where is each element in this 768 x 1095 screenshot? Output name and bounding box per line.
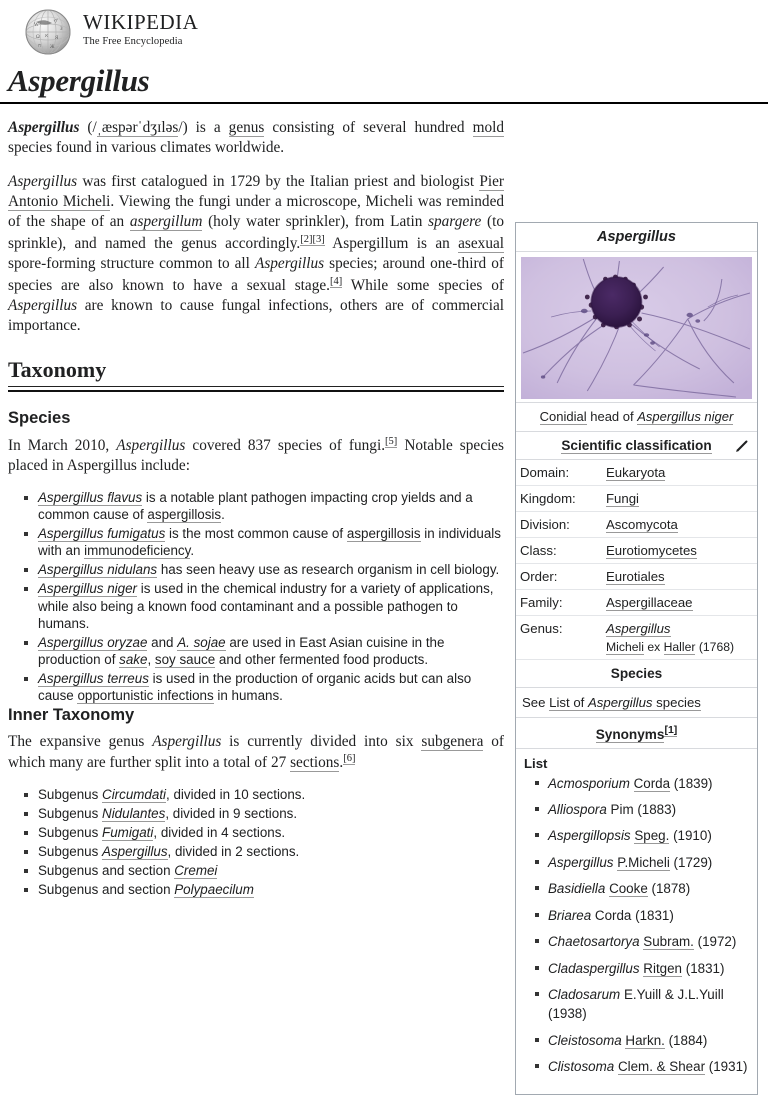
species-link[interactable]: Aspergillus flavus — [38, 490, 143, 506]
content-area — [0, 104, 768, 1075]
synonym-authority: E.Yuill & J.L.Yuill — [623, 987, 724, 1003]
subsection-heading-inner-taxonomy: Inner Taxonomy — [8, 705, 135, 724]
item-text: and — [147, 634, 178, 650]
wikipedia-tagline: The Free Encyclopedia — [83, 36, 183, 47]
item-suffix: , divided in 10 sections. — [166, 787, 306, 803]
synonyms-list-label: List — [524, 755, 548, 771]
history-text-9: are known to cause fungal infections, others are of commercial importance. — [8, 296, 504, 335]
infobox-title: Aspergillus — [516, 223, 757, 252]
species-link[interactable]: Aspergillus oryzae — [38, 634, 148, 650]
item-text-3: , — [147, 651, 155, 667]
rank-value: Eurotiomycetes — [602, 538, 757, 564]
reference-6[interactable]: [6] — [343, 752, 356, 764]
list-item — [38, 786, 504, 803]
list-item — [38, 525, 504, 559]
genus-link[interactable]: Aspergillus — [606, 621, 671, 636]
list-item — [548, 800, 749, 819]
item-text-end: . — [190, 543, 195, 559]
aspergillum-link[interactable]: aspergillum — [129, 213, 203, 231]
list-item — [38, 670, 504, 704]
svg-text:З: З — [60, 27, 63, 32]
synonym-year: (1878) — [647, 881, 691, 897]
synonym-year: (1972) — [693, 934, 737, 950]
history-paragraph — [8, 172, 504, 337]
rank-value: Aspergillaceae — [602, 590, 757, 616]
authority-year: (1768) — [695, 640, 735, 654]
history-text-2: . Viewing the fungi under a microscope, Micheli was reminded of the shape of an — [8, 193, 505, 231]
species-link[interactable]: Aspergillus nidulans — [38, 562, 158, 578]
wikipedia-wordmark — [83, 6, 198, 47]
reference-4[interactable]: [4] — [329, 275, 343, 287]
inner-text-2: is currently divided into six — [221, 732, 422, 750]
svg-text:Я: Я — [55, 36, 59, 41]
page-title: Aspergillus — [8, 63, 150, 98]
item-text: is used in the chemical industry for a variety of applications, while also being a known food contaminant and a possible pathogen to humans. — [38, 581, 494, 631]
pronunciation: (/ˌæspərˈdʒɪləs/) — [87, 119, 188, 136]
aspergillosis-link[interactable]: aspergillosis — [147, 507, 222, 523]
synonyms-list-container — [516, 749, 757, 1094]
classification-table — [516, 460, 757, 660]
species-list — [8, 489, 504, 703]
see-text: See — [522, 695, 550, 710]
rank-label: Order: — [516, 564, 602, 590]
history-text-7: species; around one-third of species are also known to have a sexual stage. — [8, 255, 504, 294]
species-intro-2: covered 837 species of fungi. — [185, 436, 386, 454]
list-item — [38, 843, 504, 860]
synonym-year: (1938) — [548, 1006, 587, 1022]
subgenus-link[interactable]: Polypaecilum — [174, 882, 254, 898]
lead-text-2: consisting of several hundred — [264, 119, 473, 136]
reference-3[interactable]: [3] — [312, 233, 325, 245]
synonyms-list — [524, 774, 749, 1077]
table-row — [516, 538, 757, 564]
list-item — [548, 1031, 749, 1050]
synonym-name: Cladosarum — [548, 987, 621, 1003]
micheli-link[interactable]: Pier Antonio Micheli — [8, 172, 504, 211]
rank-value: Eukaryota — [602, 460, 757, 486]
taxobox — [515, 222, 758, 1095]
authority-sep: ex — [643, 640, 664, 654]
synonym-name: Briarea — [548, 907, 592, 923]
synonym-name: Clistosoma — [548, 1059, 615, 1075]
item-text-end: . — [221, 507, 225, 523]
reference-1[interactable]: [1] — [664, 724, 678, 736]
history-text-5: Aspergillum is an — [324, 234, 459, 252]
synonym-name: Basidiella — [548, 881, 606, 897]
item-text-end: and other fermented food products. — [215, 651, 429, 667]
item-text: has seen heavy use as research organism in cell biology. — [157, 562, 500, 578]
taxonomy-divider — [8, 386, 504, 392]
rank-label: Class: — [516, 538, 602, 564]
history-text-4: (to sprinkle), and named the genus accordingly. — [8, 213, 504, 252]
item-prefix: Subgenus and section — [38, 863, 175, 879]
rank-value: Ascomycota — [602, 512, 757, 538]
item-text-2: are used in East Asian cuisine in the production of — [38, 634, 445, 667]
table-row — [516, 460, 757, 486]
species-intro-3: Notable species placed in Aspergillus include: — [8, 436, 504, 475]
list-item — [548, 774, 749, 793]
history-text-8: While some species of — [342, 276, 504, 294]
synonym-authority[interactable]: Cooke — [609, 881, 648, 897]
spargere-italic: spargere — [428, 213, 482, 231]
wikipedia-wordmark-text: WIKIPEDIA — [83, 10, 199, 34]
section-heading-taxonomy: Taxonomy — [8, 356, 107, 382]
classification-label[interactable]: Scientific classification — [561, 438, 712, 453]
lead-text-1: is a — [187, 119, 229, 136]
synonym-year: (1910) — [669, 828, 712, 844]
synonym-year: (1831) — [631, 907, 674, 923]
opportunistic-infections-link[interactable]: opportunistic infections — [77, 687, 214, 703]
list-item — [38, 824, 504, 841]
genus-italic-2: Aspergillus — [254, 255, 325, 273]
svg-text:ח: ח — [38, 44, 41, 49]
mold-link[interactable]: mold — [472, 119, 505, 136]
infobox-image-container[interactable] — [516, 252, 757, 403]
subsection-heading-species: Species — [8, 408, 71, 427]
history-text-6: spore-forming structure common to all — [8, 255, 255, 273]
immunodeficiency-link[interactable]: immunodeficiency — [84, 543, 191, 559]
rank-value: Eurotiales — [602, 564, 757, 590]
reference-5[interactable]: [5] — [385, 435, 398, 447]
synonym-authority[interactable]: Harkn. — [625, 1032, 665, 1048]
inner-text-1: The expansive genus — [8, 732, 153, 750]
subgenus-link[interactable]: Cremei — [174, 863, 218, 879]
genus-italic-1: Aspergillus — [8, 172, 78, 190]
item-prefix: Subgenus and section — [38, 882, 175, 898]
genus-italic-3: Aspergillus — [8, 296, 78, 314]
synonym-authority[interactable]: Ritgen — [643, 960, 683, 976]
list-item — [548, 906, 749, 925]
svg-text:W: W — [34, 23, 39, 28]
item-prefix: Subgenus — [38, 844, 103, 860]
item-text: is the most common cause of — [165, 526, 347, 542]
synonym-authority[interactable]: P.Micheli — [617, 854, 670, 870]
inner-italic: Aspergillus — [152, 732, 222, 750]
synonym-year: (1831) — [682, 960, 725, 976]
genus-link[interactable]: genus — [228, 119, 265, 136]
synonym-name: Aspergillus — [548, 854, 614, 870]
list-item — [548, 853, 749, 872]
table-row — [516, 564, 757, 590]
conidial-link[interactable]: Conidial — [539, 409, 587, 424]
list-item — [38, 489, 504, 523]
svg-text:Ω: Ω — [36, 35, 40, 40]
item-suffix: , divided in 9 sections. — [165, 806, 298, 822]
rank-label: Family: — [516, 590, 602, 616]
item-text: is used in the production of organic acids but can also cause — [38, 670, 472, 703]
wikipedia-globe-icon[interactable] — [22, 6, 74, 58]
genus-authority — [606, 640, 753, 654]
item-suffix: , divided in 2 sections. — [167, 844, 300, 860]
lead-text-3: species found in various climates worldwide. — [8, 139, 285, 157]
list-item — [38, 805, 504, 822]
list-item — [548, 826, 749, 845]
synonym-authority[interactable]: Clem. & Shear — [617, 1059, 706, 1075]
list-item — [548, 959, 749, 978]
history-text-3: (holy water sprinkler), from Latin — [202, 213, 429, 231]
item-prefix: Subgenus — [38, 806, 103, 822]
svg-text:Ж: Ж — [50, 45, 55, 50]
species-band-header: Species — [516, 660, 757, 688]
subgenus-link[interactable]: Fumigati — [102, 825, 154, 841]
inner-taxonomy-intro — [8, 732, 504, 774]
item-prefix: Subgenus — [38, 825, 103, 841]
sake-link[interactable]: sake — [119, 651, 148, 667]
synonym-authority[interactable]: Subram. — [643, 934, 694, 950]
subgenera-link[interactable]: subgenera — [421, 732, 484, 750]
genus-value — [602, 616, 757, 660]
list-item — [38, 580, 504, 631]
haller-authority-link[interactable]: Haller — [663, 640, 696, 654]
aspergillosis-link[interactable]: aspergillosis — [346, 526, 421, 542]
conidial-head-micrograph[interactable] — [521, 257, 752, 399]
item-suffix: , divided in 4 sections. — [153, 825, 286, 841]
list-item — [548, 985, 749, 1024]
infobox-caption — [516, 403, 757, 432]
scientific-classification-header — [516, 432, 757, 460]
synonyms-label[interactable]: Synonyms — [595, 726, 665, 742]
lead-term: Aspergillus — [8, 119, 80, 136]
species-link[interactable]: Aspergillus fumigatus — [38, 526, 166, 542]
synonym-year: (1839) — [670, 775, 713, 791]
table-row — [516, 512, 757, 538]
site-header — [0, 0, 768, 58]
synonyms-band-header — [516, 718, 757, 749]
list-item — [38, 881, 504, 898]
article-body — [8, 118, 504, 898]
species-link-2[interactable]: A. sojae — [177, 634, 226, 650]
synonym-name: Alliospora — [548, 801, 607, 817]
soy-sauce-link[interactable]: soy sauce — [154, 651, 216, 667]
rank-label: Division: — [516, 512, 602, 538]
synonym-year: (1883) — [633, 801, 677, 817]
subgenus-link[interactable]: Aspergillus — [102, 844, 168, 860]
subgenus-link[interactable]: Circumdati — [102, 787, 167, 803]
micheli-authority-link[interactable]: Micheli — [606, 640, 644, 654]
lead-paragraph — [8, 118, 504, 159]
synonym-authority[interactable]: Corda — [633, 775, 671, 791]
species-intro — [8, 435, 504, 477]
species-link[interactable]: Aspergillus niger — [38, 581, 137, 597]
asexual-link[interactable]: asexual — [458, 234, 505, 252]
caption-text: head of — [586, 409, 638, 424]
synonym-name: Aspergillopsis — [548, 828, 631, 844]
sections-link[interactable]: sections — [290, 754, 340, 772]
species-link[interactable]: Aspergillus terreus — [38, 670, 149, 686]
synonym-year: (1884) — [664, 1032, 708, 1048]
inner-text-3: of which many are further split into a total of 27 — [8, 732, 504, 772]
svg-text:א: א — [45, 34, 49, 39]
list-item — [548, 1057, 749, 1076]
species-intro-italic: Aspergillus — [116, 436, 186, 454]
subgenera-list — [8, 786, 504, 898]
synonym-year: (1931) — [705, 1059, 748, 1075]
synonym-authority: Corda — [594, 907, 632, 923]
pencil-edit-icon[interactable] — [735, 439, 749, 453]
history-text-1: was first catalogued in 1729 by the Italian priest and biologist — [77, 172, 480, 190]
item-prefix: Subgenus — [38, 787, 103, 803]
item-text-2: in individuals with an — [38, 526, 501, 559]
table-row-genus — [516, 616, 757, 660]
rank-label: Domain: — [516, 460, 602, 486]
synonym-year: (1729) — [669, 854, 713, 870]
synonym-name: Chaetosartorya — [548, 934, 640, 950]
list-of-species-link[interactable]: List of Aspergillus species — [549, 695, 701, 710]
list-item — [548, 932, 749, 951]
synonym-authority[interactable]: Speg. — [634, 828, 670, 844]
synonym-name: Cladaspergillus — [548, 960, 640, 976]
table-row — [516, 590, 757, 616]
svg-text:ヴ: ヴ — [53, 20, 59, 25]
species-see-row — [516, 688, 757, 718]
rank-label: Kingdom: — [516, 486, 602, 512]
ipa-link[interactable]: ˌæspərˈdʒɪləs — [96, 119, 179, 136]
list-item — [38, 561, 504, 578]
reference-2[interactable]: [2] — [300, 233, 313, 245]
list-item — [38, 862, 504, 879]
inner-text-4: . — [339, 754, 344, 772]
synonym-name: Cleistosoma — [548, 1032, 622, 1048]
item-text-end: in humans. — [213, 687, 283, 703]
item-text: is a notable plant pathogen impacting crop yields and a common cause of — [38, 490, 473, 523]
genus-label: Genus: — [516, 616, 602, 660]
list-item — [38, 634, 504, 668]
list-item — [548, 879, 749, 898]
rank-value: Fungi — [602, 486, 757, 512]
aspergillus-niger-link[interactable]: Aspergillus niger — [637, 409, 734, 424]
table-row — [516, 486, 757, 512]
synonym-authority: Pim — [610, 801, 634, 817]
synonym-name: Acmosporium — [548, 775, 630, 791]
subgenus-link[interactable]: Nidulantes — [102, 806, 166, 822]
species-intro-1: In March 2010, — [8, 436, 117, 454]
